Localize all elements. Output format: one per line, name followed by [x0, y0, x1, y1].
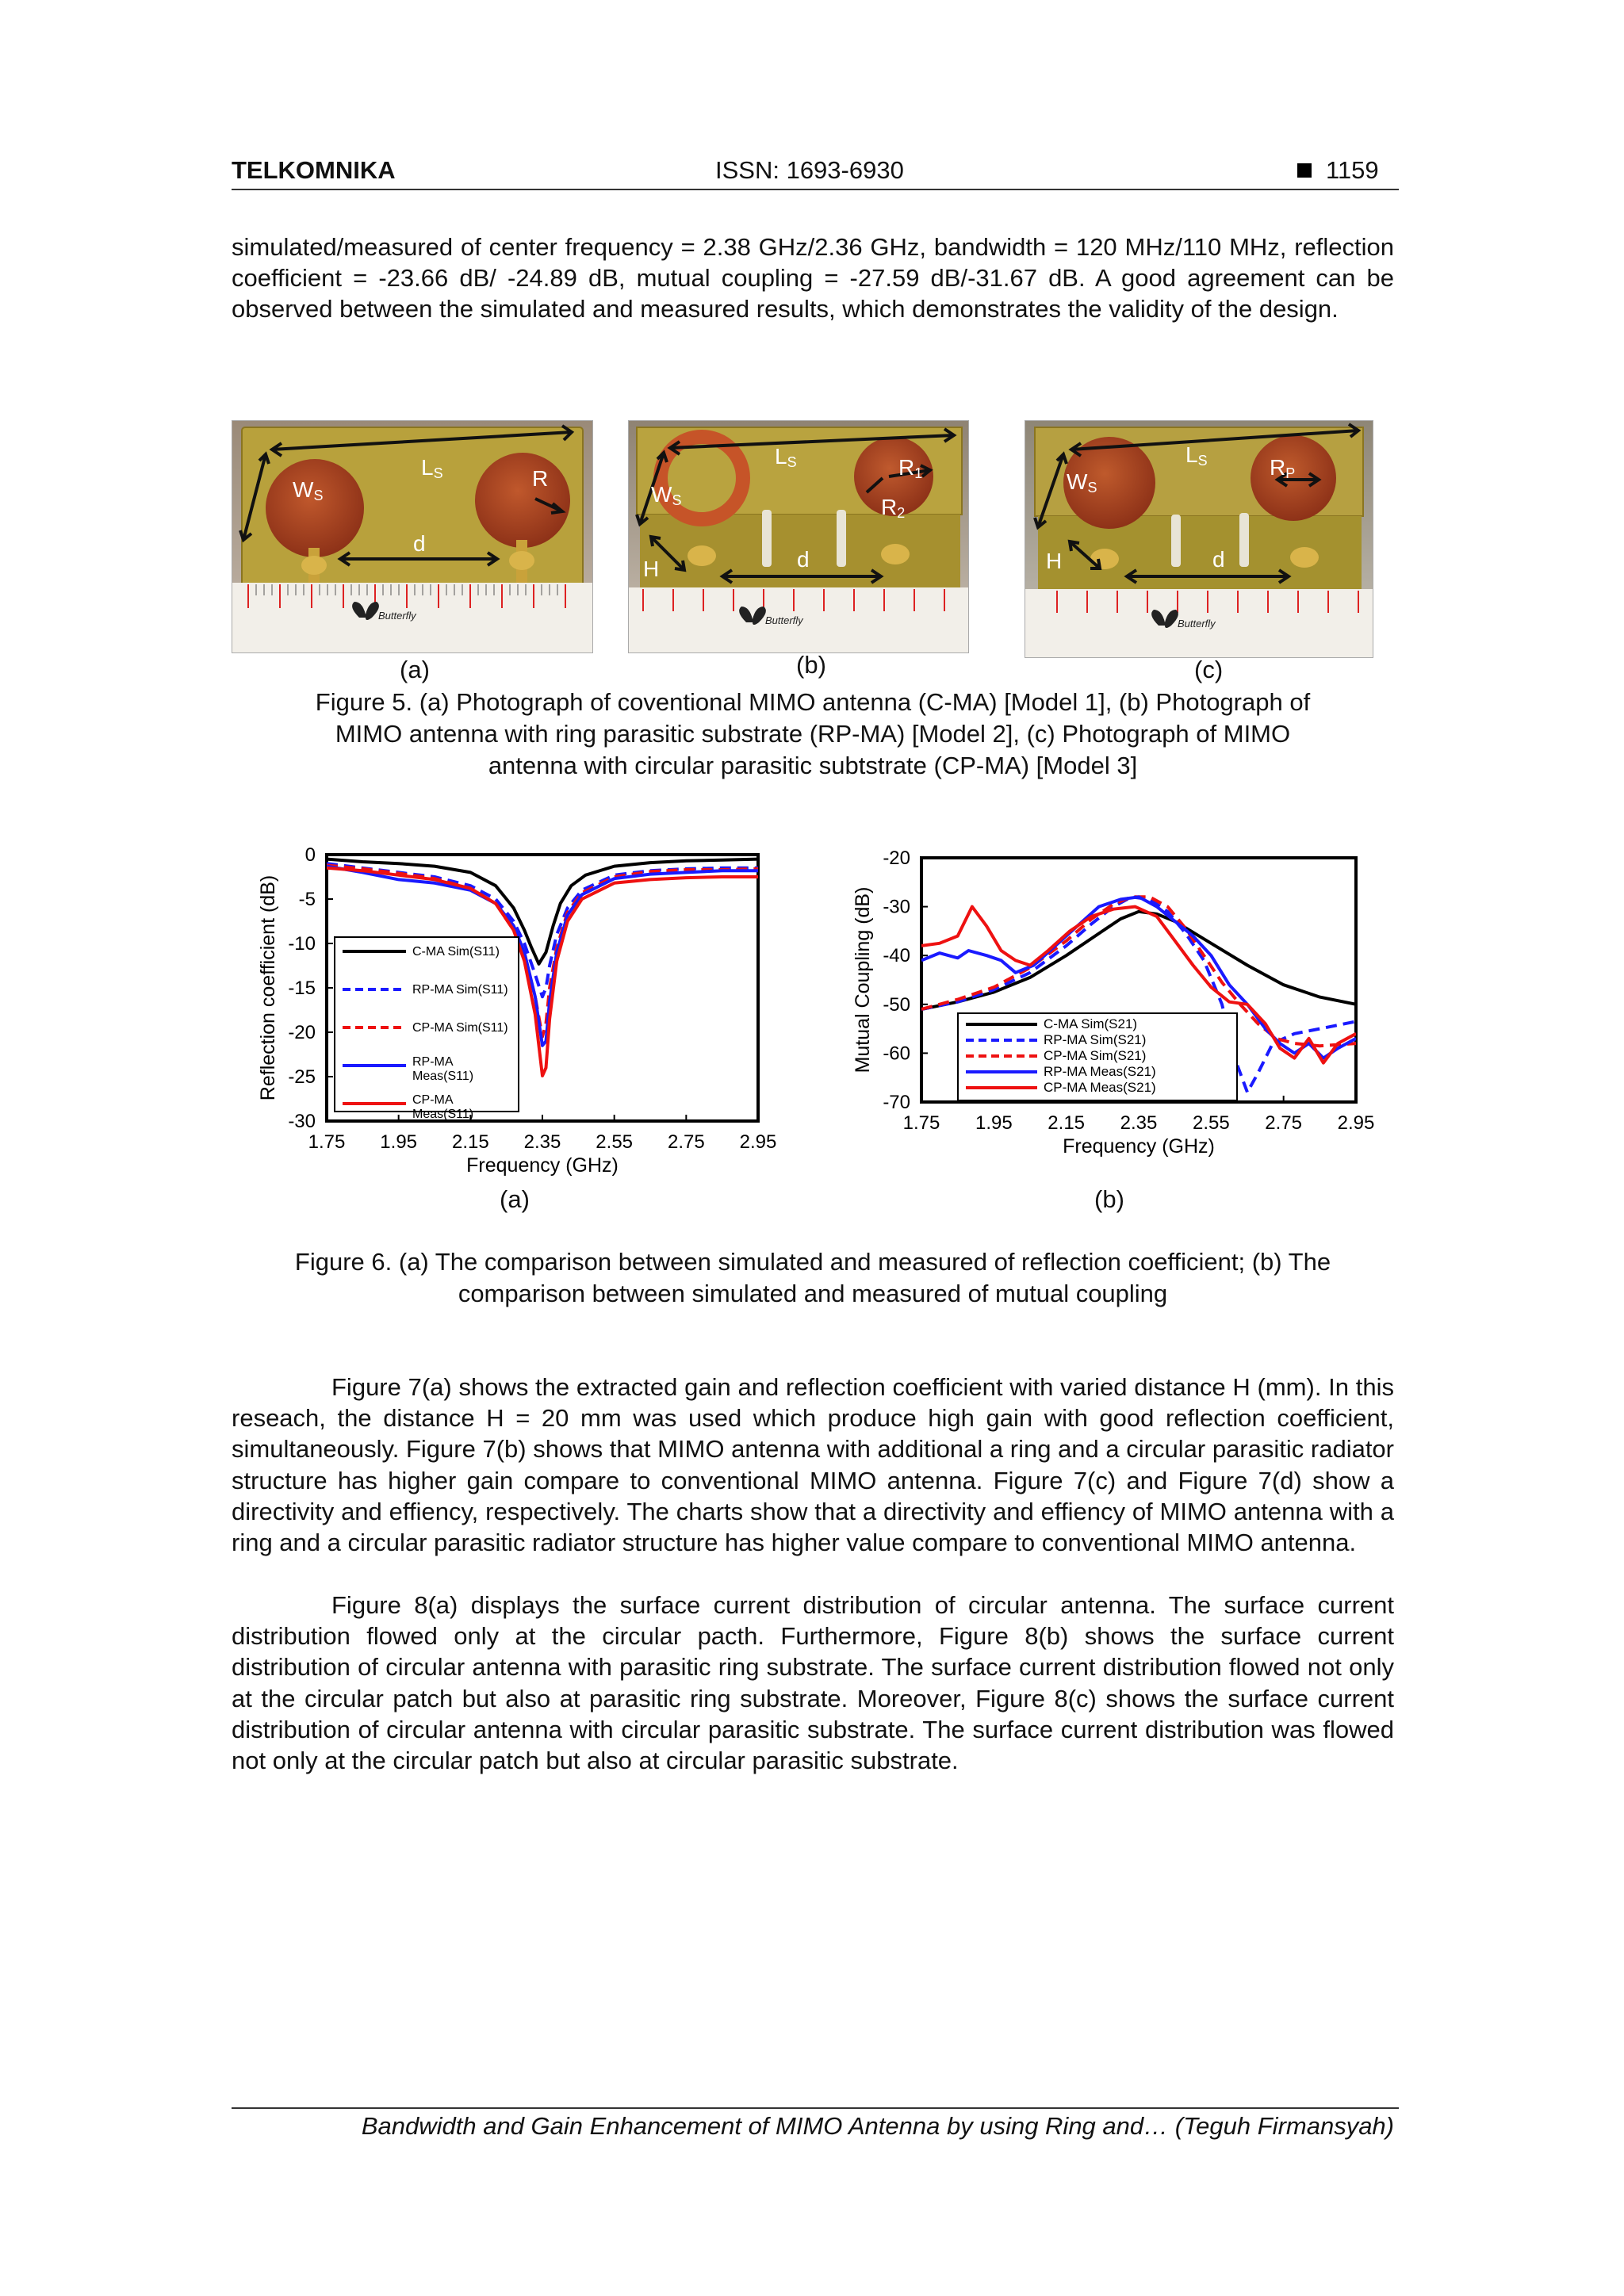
svg-text:WS: WS: [651, 482, 682, 508]
svg-text:H: H: [643, 557, 660, 581]
svg-text:d: d: [797, 547, 810, 572]
page-number: 1159: [1326, 156, 1379, 184]
svg-text:d: d: [413, 531, 426, 556]
figure6-caption-line2: comparison between simulated and measured of mutual coupling: [458, 1280, 1168, 1307]
y-tick-label: -20: [288, 1022, 316, 1043]
header-rule: [232, 189, 1399, 190]
body-paragraph-2: Figure 7(a) shows the extracted gain and reflection coefficient with varied distance H (mm). In this reseach, the distance H = 20 mm was used which produce high gain with good reflection coefficient, simultaneously. Figure 7(b) shows that MIMO antenna with additional a ring and a circular parasitic radiator structure has higher gain compare to conventional MIMO antenna. Figure 7(c) and Figure 7(d) show a directivity and effiency, respectively. The charts show that a directivity and effiency of MIMO antenna with a ring and a circular parasitic radiator structure has higher value compare to conventional MIMO antenna.: [232, 1373, 1394, 1557]
y-tick-label: -25: [288, 1066, 316, 1088]
figure6-sub-b: (b): [1094, 1185, 1124, 1213]
x-tick-label: 1.95: [975, 1112, 1013, 1134]
svg-text:LS: LS: [775, 444, 797, 470]
figure6-sub-a: (a): [500, 1185, 530, 1213]
x-tick-label: 2.15: [1048, 1112, 1086, 1134]
reflection-coefficient-chart: [238, 832, 793, 1197]
legend-label-line: RP-MA: [412, 1055, 454, 1069]
svg-text:R: R: [532, 466, 549, 491]
y-tick-label: -70: [883, 1092, 910, 1113]
y-tick-label: -5: [298, 889, 316, 910]
svg-text:Butterfly: Butterfly: [378, 610, 416, 622]
photo-a-drawing: [232, 421, 592, 652]
svg-text:H: H: [1046, 549, 1063, 573]
svg-text:d: d: [1212, 547, 1225, 572]
figure6-caption-line1: Figure 6. (a) The comparison between simulated and measured of reflection coefficient; (b) The: [294, 1248, 1331, 1276]
legend-label-line: CP-MA: [412, 1093, 454, 1107]
x-tick-label: 2.15: [451, 1131, 489, 1153]
figure5-caption-line2: MIMO antenna with ring parasitic substrate (RP-MA) [Model 2], (c) Photograph of MIMO: [335, 720, 1291, 748]
x-tick-label: 2.75: [667, 1131, 705, 1153]
legend-label: CP-MA Meas(S21): [1044, 1080, 1156, 1095]
figure5-sub-c: (c): [1194, 656, 1224, 683]
legend-label: C-MA Sim(S11): [412, 945, 500, 959]
svg-text:Butterfly: Butterfly: [1178, 618, 1216, 629]
legend-label-line: Meas(S11): [412, 1108, 474, 1121]
figure5-caption: [232, 687, 1394, 782]
svg-text:WS: WS: [293, 477, 324, 503]
figure5-photo-b: [628, 420, 969, 653]
legend-label: C-MA Sim(S21): [1044, 1016, 1138, 1031]
x-tick-label: 2.35: [1120, 1112, 1158, 1134]
svg-text:RP: RP: [1270, 455, 1296, 481]
figure6-caption: [232, 1246, 1394, 1310]
x-axis-label: Frequency (GHz): [1063, 1135, 1215, 1158]
photo-b-drawing: [629, 421, 968, 652]
svg-text:R1: R1: [898, 455, 923, 481]
y-axis-label: Reflection coefficient (dB): [257, 874, 279, 1101]
x-tick-label: 2.95: [1337, 1112, 1375, 1134]
legend-label: CP-MA Sim(S11): [412, 1021, 508, 1035]
x-tick-label: 2.95: [739, 1131, 777, 1153]
x-tick-label: 1.95: [380, 1131, 418, 1153]
y-tick-label: -40: [883, 945, 910, 967]
y-tick-label: -10: [288, 933, 316, 955]
x-axis-label: Frequency (GHz): [466, 1154, 619, 1177]
svg-text:LS: LS: [421, 455, 443, 481]
body-paragraph-3: Figure 8(a) displays the surface current distribution of circular antenna. The surface current distribution flowed only at the circular pacth. Furthermore, Figure 8(b) shows the surface current distribution of circular antenna with parasitic ring substrate. The surface current distribution flowed not only at the circular patch but also at parasitic ring substrate. Moreover, Figure 8(c) shows the surface current distribution of circular antenna with circular parasitic substrate. The surface current distribution was flowed not only at the circular patch but also at circular parasitic substrate.: [232, 1591, 1394, 1775]
mutual-coupling-chart: [833, 832, 1404, 1197]
page-number-block: [1297, 156, 1379, 185]
y-tick-label: -50: [883, 993, 910, 1016]
x-tick-label: 1.75: [308, 1131, 346, 1153]
y-tick-label: -15: [288, 978, 316, 999]
x-tick-label: 1.75: [902, 1112, 940, 1134]
figure5-sub-a: (a): [400, 656, 430, 683]
figure5-caption-line1: Figure 5. (a) Photograph of coventional MIMO antenna (C-MA) [Model 1], (b) Photograph of: [315, 688, 1311, 716]
figure5-photo-c: [1025, 420, 1373, 658]
footer-rule: [232, 2107, 1399, 2109]
x-tick-label: 2.35: [523, 1131, 561, 1153]
svg-text:LS: LS: [1185, 442, 1208, 469]
y-tick-label: -20: [883, 848, 910, 869]
issn: ISSN: 1693-6930: [715, 156, 904, 184]
figure5-photo-a: [232, 420, 593, 653]
x-tick-label: 2.55: [596, 1131, 634, 1153]
legend-label: RP-MA Meas(S21): [1044, 1064, 1156, 1079]
legend-label-line: Meas(S11): [412, 1070, 474, 1083]
x-tick-label: 2.55: [1192, 1112, 1230, 1134]
body-paragraph-1: simulated/measured of center frequency = 2.38 GHz/2.36 GHz, bandwidth = 120 MHz/110 MHz, reflection coefficient = -23.66 dB/ -24.89 dB, mutual coupling = -27.59 dB/-31.67 dB. A good agreement can be observed between the simulated and measured results, which demonstrates the validity of the design.: [232, 233, 1394, 323]
y-axis-label: Mutual Coupling (dB): [852, 886, 874, 1073]
svg-text:Butterfly: Butterfly: [765, 614, 803, 626]
photo-c-drawing: [1025, 421, 1373, 657]
svg-text:WS: WS: [1067, 469, 1097, 496]
y-tick-label: -30: [883, 896, 910, 918]
x-tick-label: 2.75: [1265, 1112, 1303, 1134]
svg-text:R2: R2: [881, 495, 906, 521]
journal-name: TELKOMNIKA: [232, 156, 396, 184]
legend-label: RP-MA Sim(S21): [1044, 1032, 1147, 1047]
running-footer: Bandwidth and Gain Enhancement of MIMO Antenna by using Ring and… (Teguh Firmansyah): [361, 2112, 1394, 2140]
legend-label: RP-MA Sim(S11): [412, 983, 508, 997]
figure5-caption-line3: antenna with circular parasitic subtstrate (CP-MA) [Model 3]: [488, 752, 1138, 779]
legend-label: CP-MA Sim(S21): [1044, 1048, 1147, 1063]
figure5-sub-b: (b): [796, 651, 826, 679]
y-tick-label: 0: [304, 844, 316, 866]
y-tick-label: -30: [288, 1111, 316, 1132]
y-tick-label: -60: [883, 1043, 910, 1065]
square-bullet-icon: [1297, 163, 1312, 178]
